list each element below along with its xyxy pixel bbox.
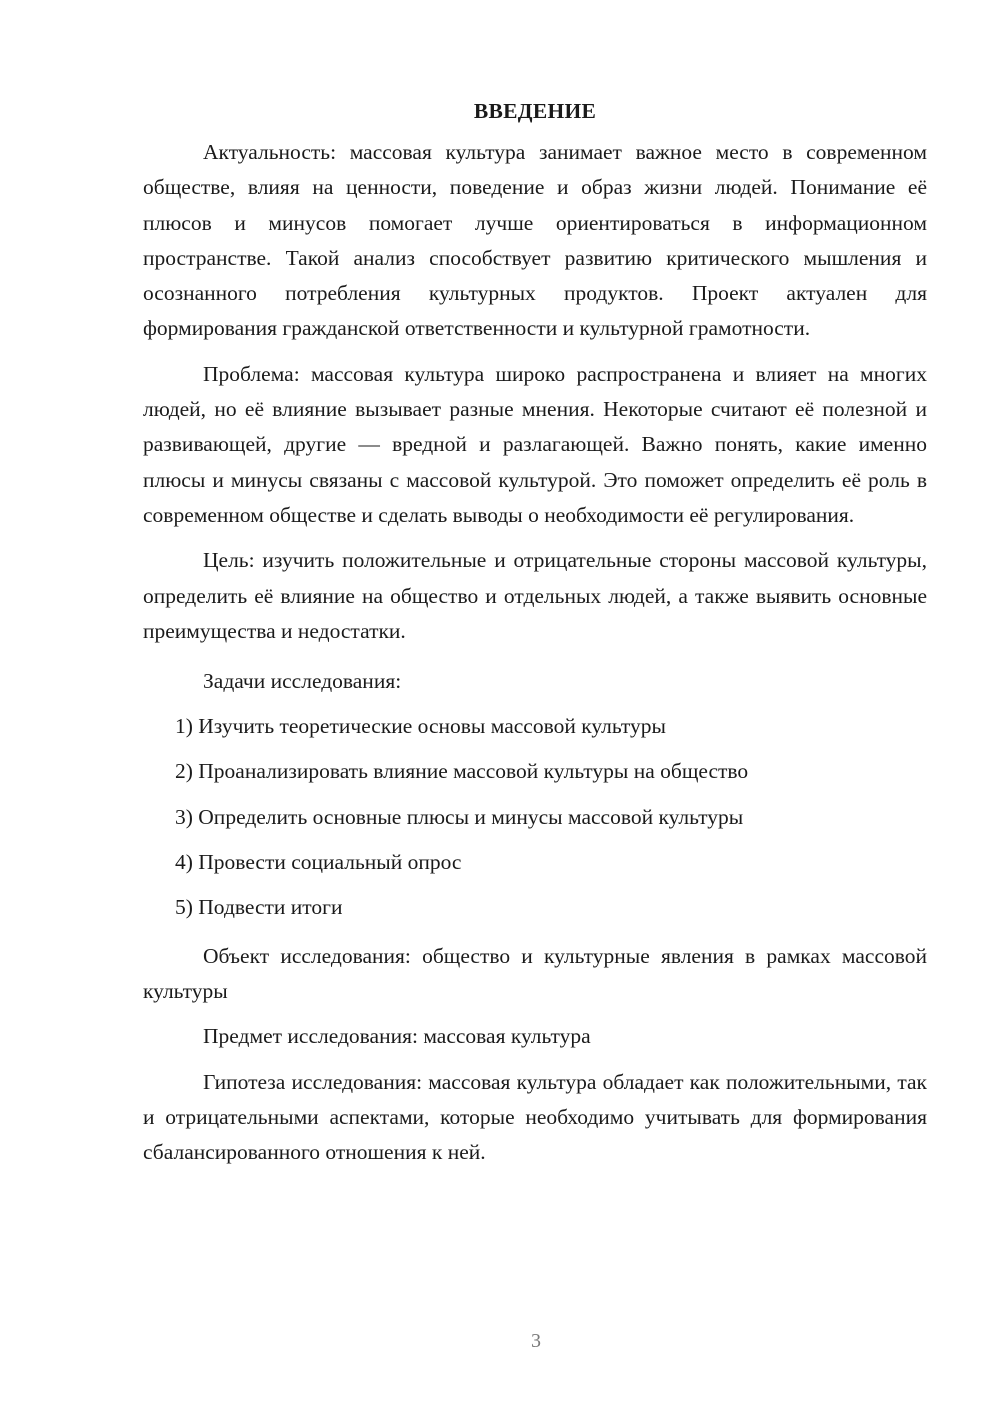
task-item: 2) Проанализировать влияние массовой культуры на общество (175, 759, 749, 784)
hypothesis-paragraph: Гипотеза исследования: массовая культура обладает как положительными, так и отрицательными аспектами, которые необходимо учитывать для формирования сбалансированного отношения к ней. (143, 1069, 927, 1165)
problem-paragraph: Проблема: массовая культура широко распространена и влияет на многих людей, но её влияние вызывает разные мнения. Некоторые считают её полезной и развивающей, другие — вредной и разлагающей. Важно понять, какие именно плюсы и минусы связаны с массовой культурой. Это поможет определить её роль в современном обществе и сделать выводы о необходимости её регулирования. (143, 361, 927, 527)
relevance-paragraph: Актуальность: массовая культура занимает важное место в современном обществе, влияя на ценности, поведение и образ жизни людей. Понимание её плюсов и минусов помогает лучше ориентироваться в информационном пространстве. Такой анализ способствует развитию критического мышления и осознанного потребления культурных продуктов. Проект актуален для формирования гражданской ответственности и культурной грамотности. (143, 140, 927, 341)
section-heading: ВВЕДЕНИЕ (473, 99, 597, 123)
goal-paragraph: Цель: изучить положительные и отрицательные стороны массовой культуры, определить её влияние на общество и отдельных людей, а также выявить основные преимущества и недостатки. (143, 548, 927, 643)
task-item: 4) Провести социальный опрос (175, 850, 462, 875)
tasks-title: Задачи исследования: (203, 669, 402, 694)
object-paragraph: Объект исследования: общество и культурные явления в рамках массовой культуры (143, 943, 927, 1003)
subject-paragraph: Предмет исследования: массовая культура (203, 1024, 591, 1049)
document-page (143, 95, 927, 1180)
task-item: 5) Подвести итоги (175, 895, 343, 920)
task-item: 3) Определить основные плюсы и минусы массовой культуры (175, 804, 744, 829)
tasks-list (143, 704, 927, 930)
task-item: 1) Изучить теоретические основы массовой культуры (175, 714, 666, 739)
page-number: 3 (531, 1330, 541, 1352)
